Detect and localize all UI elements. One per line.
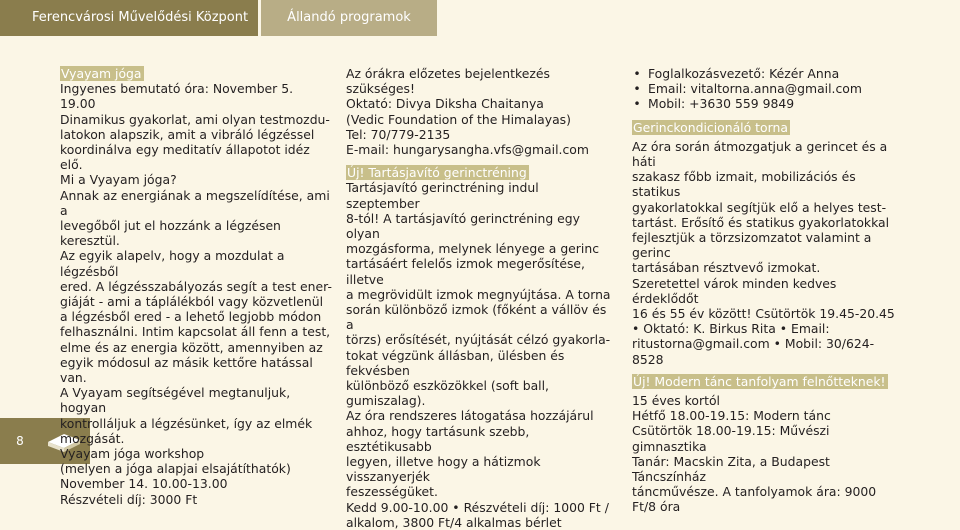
bullet-text: Foglalkozásvezető: Kézér Anna (648, 66, 840, 81)
list-item (632, 81, 902, 96)
text-line: Az órákra előzetes bejelentkezés szükséges! (346, 66, 550, 97)
text-line: szakasz főbb izmait, mobilizációs és statikus (632, 169, 856, 200)
text-line: különböző eszközökkel (soft ball, gumiszalag). (346, 378, 549, 409)
text-line: tartást. Erősítő és statikus gyakorlatokkal (632, 214, 890, 230)
text-line: gyakorlatokkal segítjük elő a helyes test- (632, 199, 887, 215)
text-line: Ingyenes bemutató óra: November 5. 19.00 (60, 81, 294, 112)
instructor-line (632, 321, 902, 336)
text-line: Részvételi díj: 3000 Ft (60, 491, 198, 507)
list-item (632, 66, 902, 81)
bullet-icon: • (632, 321, 640, 337)
text-line: Dinamikus gyakorlat, ami olyan testmozdu- (60, 111, 330, 127)
schedule-line (346, 500, 616, 515)
bullet-text: Email: vitaltorna.anna@gmail.com (648, 81, 862, 97)
email-label: Email: (791, 321, 830, 337)
bullet-icon: • (633, 66, 641, 81)
text-line: levegőből jut el hozzánk a légzésen keresztül. (60, 218, 281, 249)
org-title: Ferencvárosi Művelődési Központ (0, 0, 258, 36)
section-title: Állandó programok (261, 0, 437, 36)
text-line: ahhoz, hogy tartásunk szebb, esztétikusabb (346, 423, 530, 454)
text-line: tokat végzünk állásban, ülésben és fekvésben (346, 347, 565, 378)
text-line: Az óra rendszeres látogatása hozzájárul (346, 408, 594, 424)
text-line: legyen, illetve hogy a hátizmok visszanyerjék (346, 454, 541, 485)
section-heading-posture: Új! Tartásjavító gerinctréning (347, 165, 527, 181)
text-line: feszességüket. (346, 484, 438, 500)
section-heading-modern-dance: Új! Modern tánc tanfolyam felnőtteknek! (633, 373, 886, 389)
column-vyayam-yoga (60, 66, 332, 507)
text-line: November 14. 10.00-13.00 (60, 476, 228, 492)
bullet-icon: • (779, 321, 788, 337)
text-line: tartásában résztvevő izmokat. (632, 260, 821, 276)
text-line: 15 éves kortól (632, 393, 720, 409)
text-line: latokon alapszik, amit a vibráló légzéssel (60, 126, 315, 142)
text-line: Csütörtök 18.00-19.15: Művészi gimnasztika (632, 423, 830, 454)
text-line: Annak az energiának a megszelídítése, ami a (60, 187, 330, 218)
text-line: a légzésből ered - a lehető legjobb módon (60, 309, 322, 325)
instructor-email: ritustorna@gmail.com (632, 336, 770, 352)
page-header (0, 0, 960, 36)
text-line: (Vedic Foundation of the Himalayas) (346, 111, 571, 127)
text-line: táncművésze. A tanfolyamok ára: 9000 Ft/8 óra (632, 484, 877, 515)
text-line: ered. A légzésszabályozás segít a test ener- (60, 278, 332, 294)
text-line: A Vyayam segítségével megtanuljuk, hogyan (60, 385, 291, 416)
list-item (632, 96, 902, 111)
text-line: Oktató: Divya Diksha Chaitanya (346, 96, 544, 112)
section-heading-vyayam: Vyayam jóga (61, 66, 142, 81)
text-line: giáját - ami a táplálékból vagy közvetlenül (60, 294, 324, 310)
instructor-name: Oktató: K. Birkus Rita (643, 321, 776, 337)
column-spine-conditioning (632, 66, 902, 515)
instructor-mobile: Mobil: 30/624-8528 (632, 336, 875, 367)
fee-line: alkalom, 3800 Ft/4 alkalmas bérlet (346, 514, 562, 530)
text-line: 8-tól! A tartásjavító gerinctréning egy olyan (346, 210, 580, 242)
text-line: elme és az energia között, amennyiben az (60, 339, 323, 355)
text-line: Tanár: Macskin Zita, a Budapest Táncszínház (632, 453, 830, 485)
text-line: Tartásjavító gerinctréning indul szeptember (346, 180, 539, 211)
text-line: mozgásforma, melynek lényege a gerinc (346, 241, 600, 257)
text-line: Vyayam jóga workshop (60, 446, 205, 462)
text-line: koordinálva egy meditatív állapotot idéz elő. (60, 142, 310, 173)
bullet-icon: • (773, 336, 781, 352)
text-line: mozgását. (60, 430, 125, 446)
text-line: Az egyik alapelv, hogy a mozdulat a légzésből (60, 248, 285, 279)
bullet-icon: • (452, 499, 460, 515)
fee-text: Részvételi díj: 1000 Ft / (463, 499, 609, 515)
section-heading-spine: Gerinckondicionáló torna (633, 119, 788, 135)
text-line: Az óra során átmozgatjuk a gerincet és a háti (632, 138, 888, 170)
text-line: felhasználni. Intim kapcsolat áll fenn a test, (60, 324, 331, 340)
bullet-text: Mobil: +3630 559 9849 (648, 96, 795, 112)
page-number: 8 (0, 418, 40, 464)
text-line: (melyen a jóga alapjai elsajátíthatók) (60, 461, 291, 477)
text-line: kontrolláljuk a légzésünket, így az elmék (60, 415, 313, 431)
email-line: E-mail: hungarysangha.vfs@gmail.com (346, 142, 589, 158)
column-posture-training (346, 66, 616, 530)
text-line: során különböző izmok (főként a vállöv és a (346, 302, 607, 333)
text-line: Tel: 70/779-2135 (346, 126, 451, 142)
text-line: fejlesztjük a törzsizomzatot valamint a gerinc (632, 230, 872, 261)
text-line: a megrövidült izmok megnyújtása. A torna (346, 286, 611, 302)
text-line: Szeretettel várok minden kedves érdeklődőt (632, 275, 837, 306)
contact-line (632, 336, 902, 366)
text-line: Mi a Vyayam jóga? (60, 172, 177, 188)
text-line: tartásáért felelős izmok megerősítése, illetve (346, 256, 585, 287)
bullet-icon: • (633, 81, 641, 97)
text-line: 16 és 55 év között! Csütörtök 19.45-20.45 (632, 306, 895, 322)
schedule-time: Kedd 9.00-10.00 (346, 499, 449, 515)
text-line: Hétfő 18.00-19.15: Modern tánc (632, 408, 831, 424)
bullet-icon: • (633, 96, 641, 112)
text-line: egyik módosul az másik kettőre hatással van. (60, 354, 313, 386)
text-line: törzs) erősítését, nyújtását célzó gyakorla- (346, 332, 611, 348)
